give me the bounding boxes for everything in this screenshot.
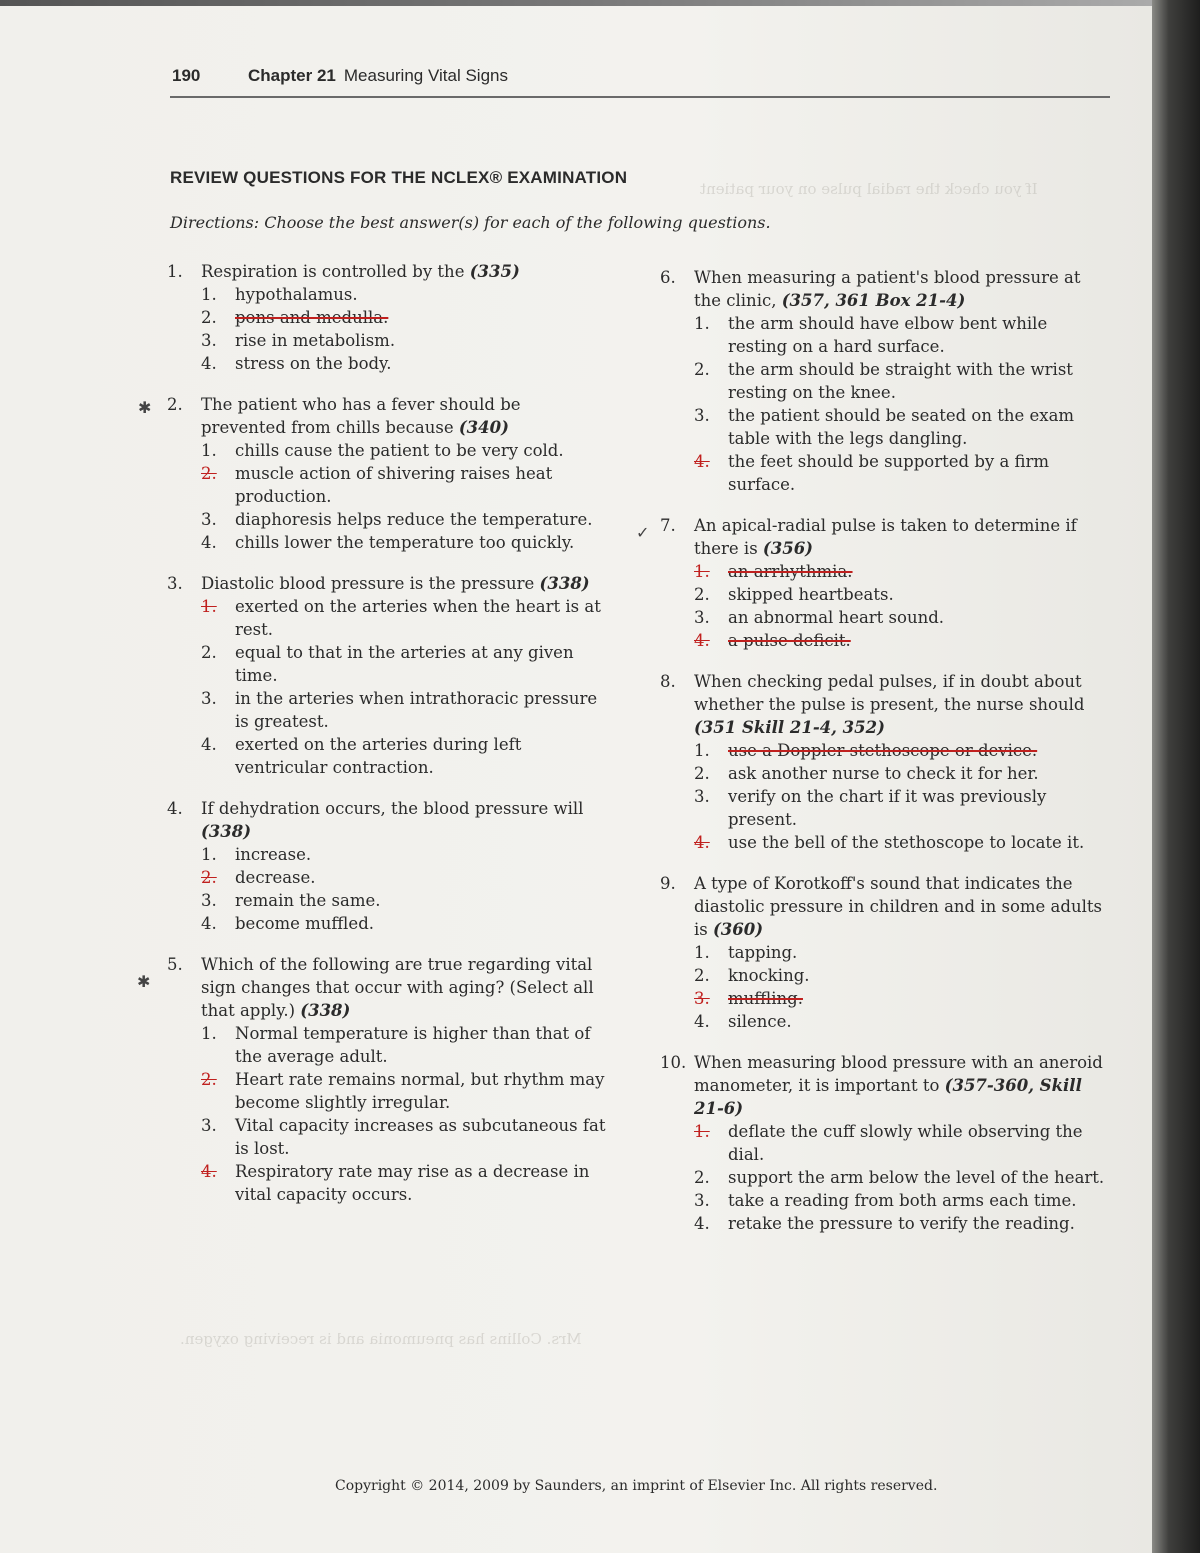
option-number: 2. [201,308,217,327]
option [694,583,1105,606]
option [201,687,607,733]
option-text: deflate the cuff slowly while observing the dial. [728,1122,1083,1164]
option-text: verify on the chart if it was previously present. [728,787,1047,829]
option-text: take a reading from both arms each time. [728,1191,1077,1210]
option-text: exerted on the arteries during left ventricular contraction. [235,735,522,777]
option-text: the arm should have elbow bent while resting on a hard surface. [728,314,1048,356]
option-number: 3. [201,331,217,350]
question-stem [201,572,607,595]
option-number: 1. [694,1122,710,1141]
option-number: 3. [201,510,217,529]
option-number: 2. [201,643,217,662]
page-ref: (338) [539,574,590,593]
stem-text: When checking pedal pulses, if in doubt about whether the pulse is present, the nurse should [694,672,1085,714]
stem-text: When measuring a patient's blood pressure at the clinic, [694,268,1081,310]
page-ref: (360) [713,920,764,939]
option [694,831,1105,854]
option-number: 4. [201,914,217,933]
option [201,733,607,779]
option [694,358,1105,404]
question-number: 9. [660,874,676,893]
question-stem [201,953,607,1022]
option-text: the patient should be seated on the exam table with the legs dangling. [728,406,1075,448]
question-10 [660,1051,1105,1235]
chapter-title: Measuring Vital Signs [343,66,508,85]
question-number: 7. [660,516,676,535]
option [694,762,1105,785]
option [201,306,607,329]
option-number: 2. [694,1168,710,1187]
option-text: pons and medulla. [235,308,389,327]
option-text: muscle action of shivering raises heat production. [235,464,553,506]
option-number: 1. [201,597,217,616]
question-2 [167,393,607,554]
option-text: use a Doppler stethoscope or device. [728,741,1038,760]
directions-text: Directions: Choose the best answer(s) for each of the following questions. [170,213,771,232]
chapter-label [248,66,508,86]
option [201,843,607,866]
option-text: ask another nurse to check it for her. [728,764,1039,783]
option [201,329,607,352]
option-number: 2. [694,966,710,985]
question-stem [694,514,1105,560]
option-number: 3. [201,1116,217,1135]
copyright-footer: Copyright © 2014, 2009 by Saunders, an imprint of Elsevier Inc. All rights reserved. [335,1478,938,1494]
star-mark-q2: ✱ [138,398,152,417]
option-text: diaphoresis helps reduce the temperature. [235,510,593,529]
option-text: Normal temperature is higher than that of the average adult. [235,1024,591,1066]
option-number: 1. [694,943,710,962]
option-text: a pulse deficit. [728,631,851,650]
option-number: 1. [201,441,217,460]
question-number: 2. [167,395,183,414]
check-mark-q7: ✓ [636,523,650,542]
option-number: 1. [201,845,217,864]
option [201,439,607,462]
option-text: stress on the body. [235,354,392,373]
section-title: REVIEW QUESTIONS FOR THE NCLEX® EXAMINATION [170,168,628,187]
question-number: 6. [660,268,676,287]
question-7 [660,514,1105,652]
question-9 [660,872,1105,1033]
option-number: 1. [201,285,217,304]
show-through-text: If you check the radial pulse on your patient [700,180,1038,198]
option [694,785,1105,831]
stem-text: Respiration is controlled by the [201,262,465,281]
option [694,1166,1105,1189]
option-text: Heart rate remains normal, but rhythm may become slightly irregular. [235,1070,605,1112]
option-number: 4. [694,833,710,852]
option [201,1022,607,1068]
question-stem [201,797,607,843]
stem-text: Which of the following are true regarding vital sign changes that occur with aging? (Select all that apply.) [201,955,594,1020]
option-text: the arm should be straight with the wrist resting on the knee. [728,360,1073,402]
option-number: 3. [694,989,710,1008]
option-text: the feet should be supported by a firm surface. [728,452,1050,494]
stem-text: If dehydration occurs, the blood pressure will [201,799,584,818]
question-3 [167,572,607,779]
option-number: 1. [694,314,710,333]
option-text: rise in metabolism. [235,331,396,350]
option [694,560,1105,583]
question-number: 3. [167,574,183,593]
option-text: an abnormal heart sound. [728,608,945,627]
option [201,595,607,641]
stem-text: The patient who has a fever should be prevented from chills because [201,395,521,437]
option [694,1120,1105,1166]
option-number: 1. [694,562,710,581]
question-5 [167,953,607,1206]
option-text: hypothalamus. [235,285,358,304]
option [201,1114,607,1160]
option-text: muffling. [728,989,803,1008]
stem-text: An apical-radial pulse is taken to determine if there is [694,516,1077,558]
option-number: 2. [694,585,710,604]
option-number: 2. [694,360,710,379]
option [201,283,607,306]
option-number: 1. [694,741,710,760]
question-stem [694,1051,1105,1120]
option-text: decrease. [235,868,316,887]
stem-text: Diastolic blood pressure is the pressure [201,574,535,593]
option [694,739,1105,762]
option-number: 3. [201,689,217,708]
option-number: 4. [694,1214,710,1233]
page-ref: (335) [469,262,520,281]
option-text: silence. [728,1012,792,1031]
option-number: 1. [201,1024,217,1043]
question-1 [167,260,607,375]
page-ref: (357, 361 Box 21-4) [781,291,966,310]
option [694,629,1105,652]
page-ref: (340) [458,418,509,437]
option [694,964,1105,987]
option [201,866,607,889]
top-edge [0,0,1152,6]
option [201,462,607,508]
option-text: remain the same. [235,891,381,910]
option-number: 4. [694,631,710,650]
option [694,450,1105,496]
stem-text: A type of Korotkoff's sound that indicates the diastolic pressure in children and in some adults is [694,874,1102,939]
option [694,1189,1105,1212]
question-stem [201,393,607,439]
option-text: chills cause the patient to be very cold. [235,441,564,460]
option [201,1160,607,1206]
option-text: in the arteries when intrathoracic pressure is greatest. [235,689,598,731]
page-ref: (338) [300,1001,351,1020]
question-number: 10. [660,1053,687,1072]
question-number: 4. [167,799,183,818]
question-stem [694,266,1105,312]
option [694,987,1105,1010]
option [694,1212,1105,1235]
option-text: Respiratory rate may rise as a decrease in vital capacity occurs. [235,1162,590,1204]
show-through-text: Mrs. Collins has pneumonia and is receiving oxygen. [180,1330,582,1348]
option-number: 3. [694,608,710,627]
option-number: 2. [201,1070,217,1089]
option [201,531,607,554]
option [201,1068,607,1114]
option-text: chills lower the temperature too quickly. [235,533,575,552]
question-number: 1. [167,262,183,281]
stem-text: When measuring blood pressure with an aneroid manometer, it is important to [694,1053,1103,1095]
question-stem [694,872,1105,941]
option-text: an arrhythmia. [728,562,853,581]
option-number: 2. [201,868,217,887]
option-number: 4. [201,1162,217,1181]
option-text: become muffled. [235,914,375,933]
option [694,941,1105,964]
option-number: 2. [694,764,710,783]
running-header [170,62,1110,98]
option-text: use the bell of the stethoscope to locate it. [728,833,1085,852]
option [201,912,607,935]
option [694,404,1105,450]
page-ref: (338) [201,822,252,841]
right-column [660,266,1105,1253]
option-text: retake the pressure to verify the reading. [728,1214,1075,1233]
book-spine-edge [1152,0,1200,1553]
question-4 [167,797,607,935]
question-number: 5. [167,955,183,974]
option [201,508,607,531]
option-number: 3. [201,891,217,910]
option-number: 3. [694,787,710,806]
option-text: tapping. [728,943,798,962]
option-text: exerted on the arteries when the heart is at rest. [235,597,601,639]
option-text: Vital capacity increases as subcutaneous fat is lost. [235,1116,606,1158]
page-ref: (351 Skill 21-4, 352) [694,718,885,737]
page-ref: (357-360, Skill 21-6) [694,1076,1082,1118]
option-text: skipped heartbeats. [728,585,894,604]
page-number: 190 [172,66,201,85]
chapter-number: Chapter 21 [248,66,336,85]
page-ref: (356) [762,539,813,558]
option-text: increase. [235,845,312,864]
option-number: 4. [201,533,217,552]
star-mark-q5: ✱ [137,972,151,991]
option [201,641,607,687]
option-text: equal to that in the arteries at any given time. [235,643,574,685]
option [201,889,607,912]
option-number: 3. [694,406,710,425]
option-number: 4. [201,354,217,373]
question-number: 8. [660,672,676,691]
question-8 [660,670,1105,854]
question-6 [660,266,1105,496]
question-stem [201,260,607,283]
option-text: support the arm below the level of the heart. [728,1168,1105,1187]
option-number: 4. [694,452,710,471]
option [694,1010,1105,1033]
option-number: 3. [694,1191,710,1210]
option-number: 2. [201,464,217,483]
option [694,312,1105,358]
option [201,352,607,375]
left-column [167,260,607,1224]
option-text: knocking. [728,966,810,985]
option-number: 4. [694,1012,710,1031]
question-stem [694,670,1105,739]
option-number: 4. [201,735,217,754]
option [694,606,1105,629]
